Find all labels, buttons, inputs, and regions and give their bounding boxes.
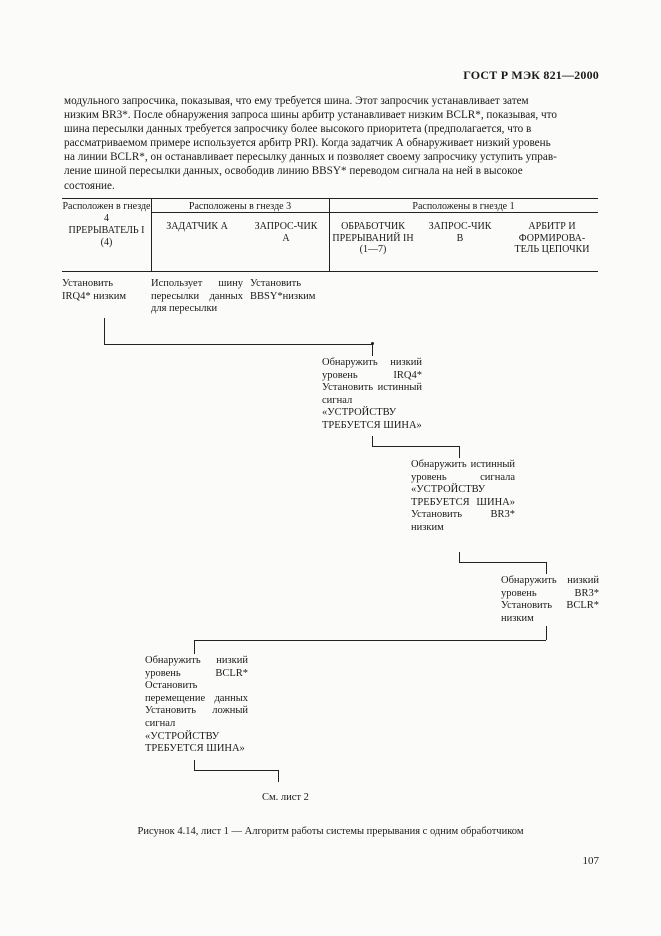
flow-connector xyxy=(459,562,546,563)
table-bottom-rule xyxy=(62,271,598,272)
step-set-bbsy: Установить BBSY*низким xyxy=(250,278,316,302)
header-requester-b: ЗАПРОС-ЧИК В xyxy=(428,221,492,244)
intro-line: ление шиной пересылки данных, освободив линию BBSY* переводом сигнала на ней в высокое xyxy=(64,165,523,178)
flow-connector xyxy=(278,770,279,782)
intro-line: модульного запросчика, показывая, что ему требуется шина. Этот запросчик устанавливает затем xyxy=(64,95,529,107)
intro-line: низким BR3*. После обнаружения запроса шины арбитр устанавливает низким BCLR*, показывая, что xyxy=(64,109,557,122)
header-slot4: Расположен в гнезде 4 xyxy=(62,201,151,224)
header-requester-a: ЗАПРОС-ЧИК А xyxy=(254,221,318,244)
flow-connector xyxy=(372,446,459,447)
header-master-a: ЗАДАТЧИК А xyxy=(166,221,228,232)
intro-line: на линии BCLR*, он останавливает пересылку данных и позволяет своему запросчику уступить управ- xyxy=(64,151,557,164)
step-detect-bclr: Обнаружить низкий уровень BCLR* Остановить перемещение данных Установить ложный сигнал «УСТРОЙСТВУ ТРЕБУЕТСЯ ШИНА» xyxy=(145,655,248,755)
flow-junction xyxy=(371,342,374,345)
flow-connector xyxy=(372,436,373,446)
flow-connector xyxy=(104,318,105,344)
intro-line: рассматриваемом примере используется арбитр PRI). Когда задатчик А обнаруживает низкий уровень xyxy=(64,137,551,150)
step-detect-bus-request: Обнаружить истинный уровень сигнала «УСТРОЙСТВУ ТРЕБУЕТСЯ ШИНА» Установить BR3* низким xyxy=(411,459,515,533)
header-slot1: Расположены в гнезде 1 xyxy=(412,201,515,212)
flow-connector xyxy=(546,626,547,640)
document-header: ГОСТ Р МЭК 821—2000 xyxy=(463,68,599,82)
header-handler: ОБРАБОТЧИК ПРЕРЫВАНИЙ IH (1—7) xyxy=(332,221,414,256)
step-use-bus: Использует шину пересылки данных для пересылки xyxy=(151,278,243,315)
figure-caption: Рисунок 4.14, лист 1 — Алгоритм работы системы прерывания с одним обработчиком xyxy=(137,826,524,837)
flow-connector xyxy=(194,640,546,641)
table-top-rule xyxy=(62,198,598,199)
flow-connector xyxy=(194,760,195,770)
intro-line: шина пересылки данных требуется запросчику более высокого приоритета (предполагается, что в xyxy=(64,123,532,136)
flow-connector xyxy=(459,552,460,562)
intro-line: состояние. xyxy=(64,179,115,192)
step-detect-br3: Обнаружить низкий уровень BR3* Установить BCLR* низким xyxy=(501,575,599,624)
flow-connector xyxy=(194,640,195,654)
flow-connector xyxy=(104,344,372,345)
flow-connector xyxy=(372,344,373,356)
step-set-irq4: Установить IRQ4* низким xyxy=(62,278,126,302)
page-number: 107 xyxy=(582,855,599,867)
header-interrupter: ПРЕРЫВАТЕЛЬ I (4) xyxy=(68,225,145,248)
header-slot3: Расположены в гнезде 3 xyxy=(188,201,292,212)
header-arbiter: АРБИТР И ФОРМИРОВА-ТЕЛЬ ЦЕПОЧКИ xyxy=(514,221,590,256)
flow-connector xyxy=(194,770,278,771)
intro-paragraph xyxy=(64,94,599,193)
flow-connector xyxy=(546,562,547,574)
flow-connector xyxy=(459,446,460,458)
see-sheet-reference: См. лист 2 xyxy=(262,792,309,803)
step-detect-irq4: Обнаружить низкий уровень IRQ4* Установить истинный сигнал «УСТРОЙСТВУ ТРЕБУЕТСЯ ШИНА» xyxy=(322,357,422,431)
